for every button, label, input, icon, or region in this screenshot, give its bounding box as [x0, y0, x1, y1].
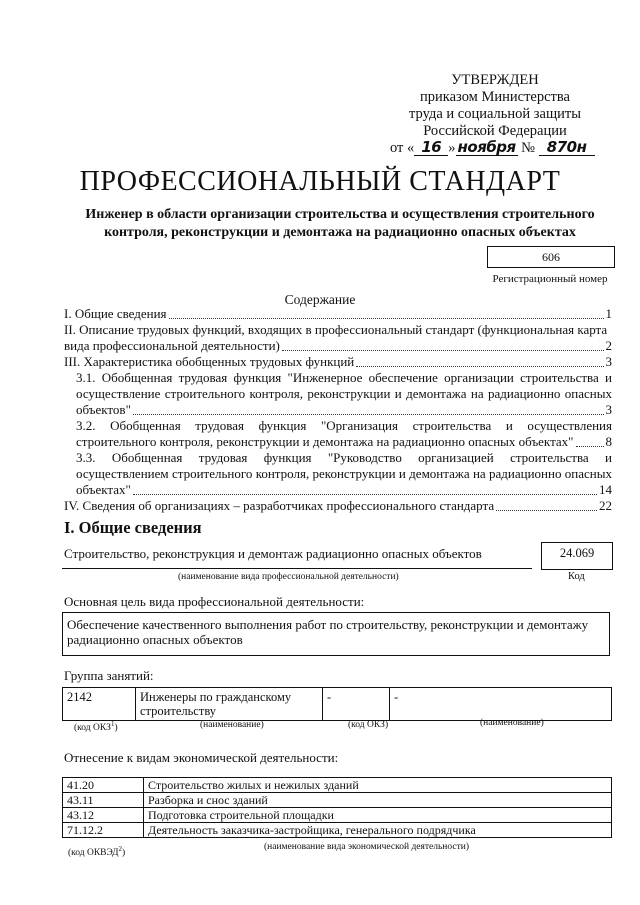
occupation-name-caption-2: (наименование) [480, 718, 544, 728]
goal-label: Основная цель вида профессиональной деятельности: [64, 594, 365, 609]
toc-item-3-3[interactable] [64, 450, 612, 498]
toc-item-text-first: 3.1. Обобщенная трудовая функция "Инженерное обеспечение организации строительства и осуществление строительного контроля, реконструкции и демонтажа на радиационно опасных [76, 370, 612, 401]
table-row [63, 688, 612, 721]
toc-item-1[interactable] [64, 306, 612, 322]
order-day: 16 [414, 140, 448, 156]
approval-title: УТВЕРЖДЕН [451, 72, 539, 88]
okved-code-caption: (код ОКВЭД$^2$) [68, 845, 126, 859]
toc-item-page: 22 [599, 498, 612, 513]
table-of-contents [64, 306, 612, 514]
toc-item-text: I. Общие сведения [64, 306, 167, 321]
order-number-label: № [521, 140, 535, 156]
okved-name-caption: (наименование вида экономической деятельности) [264, 842, 469, 852]
toc-item-text: строительного контроля, реконструкции и демонтажа на радиационно опасных объектах" [76, 434, 574, 449]
okved-name-cell: Разборка и снос зданий [144, 793, 612, 808]
toc-item-text: вида профессиональной деятельности) [64, 338, 280, 353]
okved-code-cell: 43.12 [63, 808, 144, 823]
okved-code-cell: 41.20 [63, 778, 144, 793]
toc-item-text-first: 3.3. Обобщенная трудовая функция "Руководство организацией строительства и осуществлением строительного контроля, реконструкции и демонтажа на радиационно опасных [76, 450, 612, 481]
okved-name-cell: Деятельность заказчика-застройщика, генерального подрядчика [144, 823, 612, 838]
goal-box: Обеспечение качественного выполнения работ по строительству, реконструкции и демонтажу радиационно опасных объектов [62, 612, 610, 656]
toc-item-3-2[interactable] [64, 418, 612, 450]
toc-item-page: 14 [599, 482, 612, 497]
toc-leader [576, 446, 604, 447]
toc-item-text-first: II. Описание трудовых функций, входящих в профессиональный стандарт (функциональная карта [64, 322, 608, 337]
group-label: Группа занятий: [64, 668, 154, 683]
toc-item-3[interactable] [64, 354, 612, 370]
document-title: ПРОФЕССИОНАЛЬНЫЙ СТАНДАРТ [79, 166, 561, 197]
activity-underline [62, 568, 532, 569]
activity-code-label: Код [568, 571, 585, 582]
table-row [63, 793, 612, 808]
occupation-name-cell: Инженеры по гражданскому строительству [136, 688, 323, 721]
okz-caption: (код ОКЗ$^1$) [74, 720, 118, 734]
okved-code-cell: 43.11 [63, 793, 144, 808]
document-subtitle: Инженер в области организации строительства и осуществления строительного контроля, реконструкции и демонтажа на радиационно опасных объектах [85, 207, 595, 240]
toc-item-page: 1 [605, 306, 612, 321]
occupation-group-table [62, 687, 612, 721]
order-mid: » [448, 140, 456, 156]
toc-item-text-first: 3.2. Обобщенная трудовая функция "Организация строительства и осуществления [76, 418, 612, 433]
toc-leader [282, 350, 604, 351]
approval-line-3: Российской Федерации [423, 123, 567, 139]
table-row [63, 778, 612, 793]
approval-block [380, 72, 610, 157]
toc-item-4[interactable] [64, 498, 612, 514]
occupation-name-caption: (наименование) [200, 720, 264, 730]
toc-leader [356, 366, 603, 367]
toc-item-text: IV. Сведения об организациях – разработчиках профессионального стандарта [64, 498, 495, 513]
toc-item-page: 3 [605, 402, 612, 417]
toc-item-text: III. Характеристика обобщенных трудовых функций [64, 354, 355, 369]
toc-leader [133, 494, 597, 495]
toc-leader [496, 510, 597, 511]
okz-code-cell-2: - [323, 688, 390, 721]
registration-number-label: Регистрационный номер [492, 273, 608, 285]
toc-item-page: 8 [605, 434, 612, 449]
okved-code-cell: 71.12.2 [63, 823, 144, 838]
toc-item-3-1[interactable] [64, 370, 612, 418]
toc-item-page: 3 [605, 354, 612, 369]
approval-line-2: труда и социальной защиты [409, 106, 581, 122]
toc-item-2[interactable] [64, 322, 612, 354]
table-row [63, 808, 612, 823]
okved-table [62, 777, 612, 838]
toc-leader [169, 318, 604, 319]
toc-item-text: объектов" [76, 402, 131, 417]
activity-code-box: 24.069 [541, 542, 613, 570]
okz-code-cell: 2142 [63, 688, 136, 721]
toc-item-page: 2 [605, 338, 612, 353]
approval-line-1: приказом Министерства [420, 89, 570, 105]
approval-order-line [380, 140, 610, 157]
okved-name-cell: Подготовка строительной площадки [144, 808, 612, 823]
okz-caption-2: (код ОКЗ) [348, 720, 389, 730]
registration-number-box: 606 [487, 246, 615, 268]
order-month: ноября [457, 138, 516, 156]
order-number: 870н [539, 140, 595, 156]
okved-name-cell: Строительство жилых и нежилых зданий [144, 778, 612, 793]
activity-caption: (наименование вида профессиональной деятельности) [178, 572, 399, 582]
table-row [63, 823, 612, 838]
section-title: I. Общие сведения [64, 518, 202, 537]
okved-label: Отнесение к видам экономической деятельности: [64, 750, 339, 765]
order-prefix: от « [390, 140, 415, 156]
activity-name: Строительство, реконструкция и демонтаж радиационно опасных объектов [64, 546, 482, 561]
toc-item-text: объектах" [76, 482, 131, 497]
toc-leader [133, 414, 604, 415]
occupation-name-cell-2: - [390, 688, 612, 721]
toc-heading: Содержание [284, 292, 356, 307]
